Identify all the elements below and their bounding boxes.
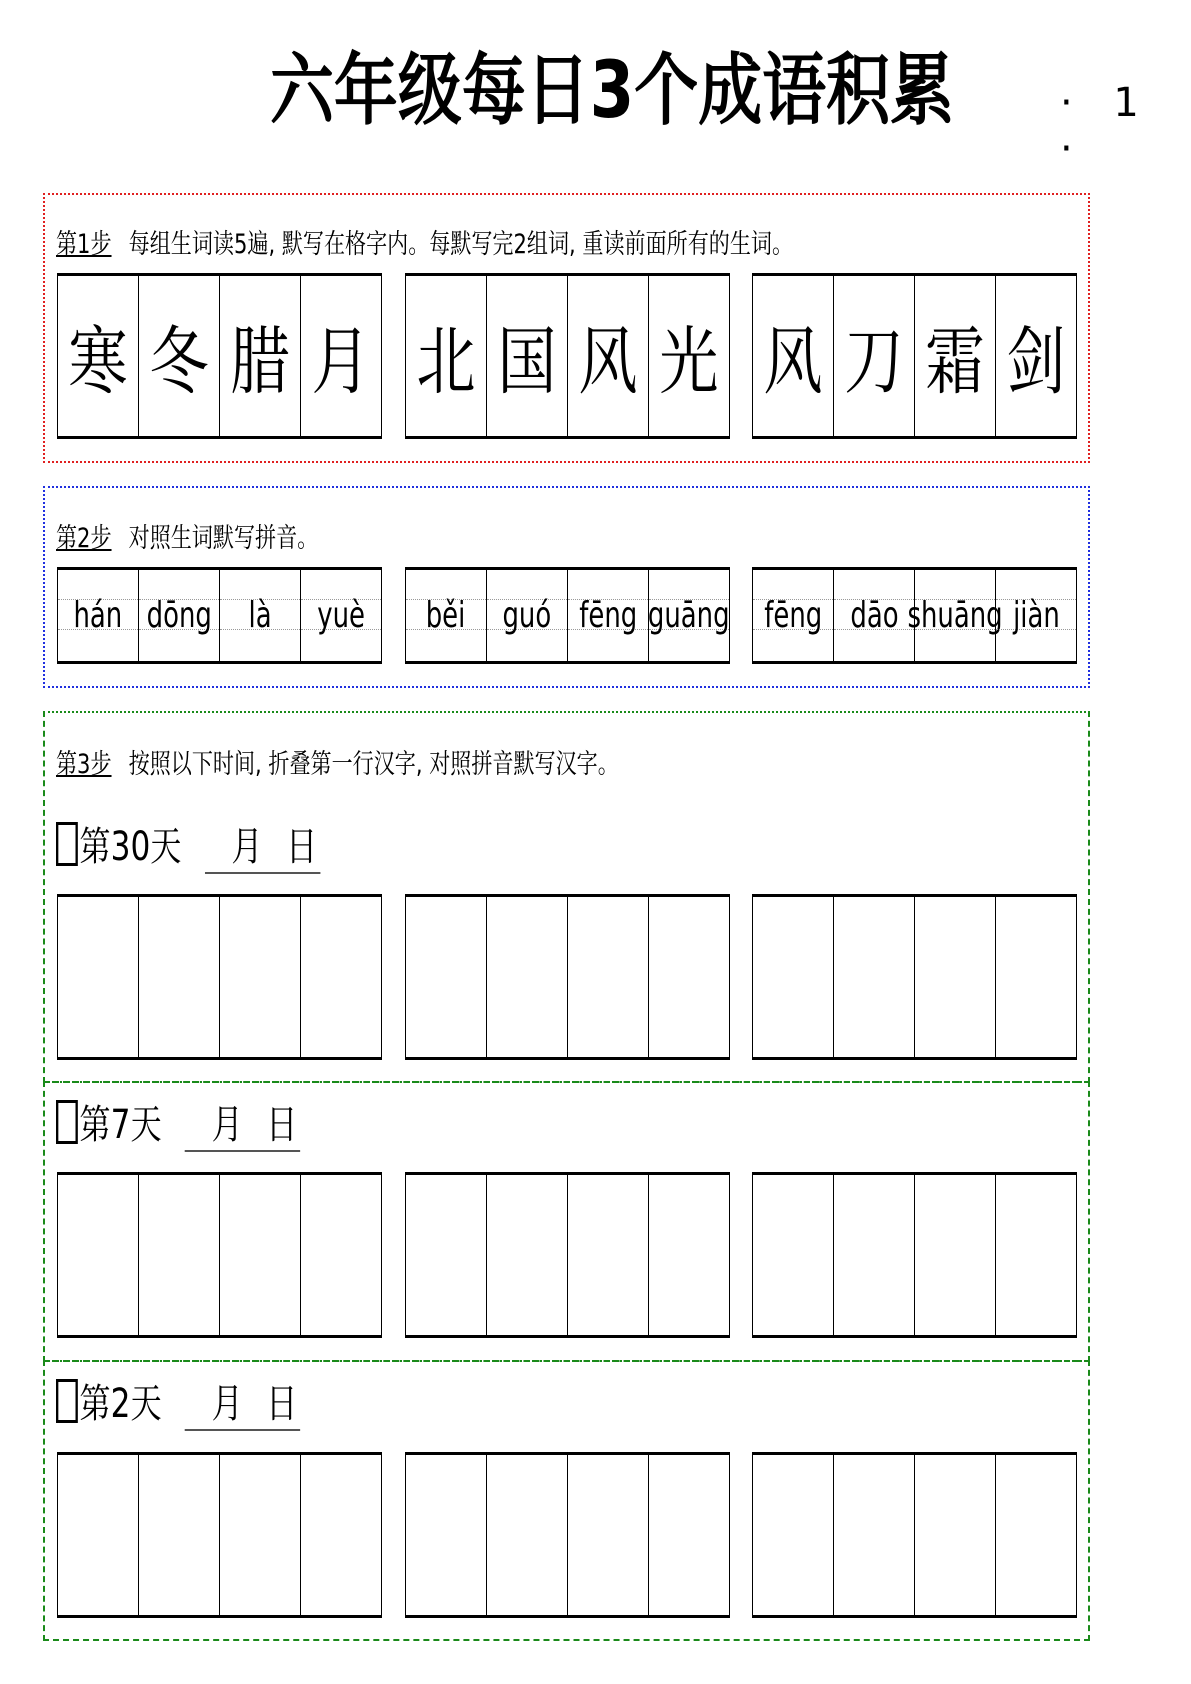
blank-cell[interactable] bbox=[649, 1175, 730, 1335]
blank-cell[interactable] bbox=[58, 1175, 139, 1335]
review-day-text: 第30天 bbox=[79, 824, 182, 870]
pinyin-cell bbox=[834, 570, 915, 661]
day-label: 日 bbox=[286, 824, 318, 870]
blank-group-2 bbox=[405, 1172, 730, 1338]
word-character: 北 bbox=[416, 319, 476, 405]
blank-cell[interactable] bbox=[301, 1175, 382, 1335]
page-number: · 1 · bbox=[1060, 80, 1153, 172]
blank-cell[interactable] bbox=[915, 897, 996, 1057]
word-pinyin: yuè bbox=[317, 595, 365, 636]
blank-group-3 bbox=[752, 1172, 1077, 1338]
word-pinyin: běi bbox=[426, 595, 466, 636]
step3-text: 按照以下时间, 折叠第一行汉字, 对照拼音默写汉字。 bbox=[128, 749, 619, 780]
pinyin-cell bbox=[568, 570, 649, 661]
date-blank[interactable] bbox=[185, 1093, 300, 1152]
month-label: 月 bbox=[231, 824, 263, 870]
word-pinyin: fēng bbox=[764, 595, 822, 636]
word-character: 月 bbox=[311, 319, 371, 405]
char-cell bbox=[753, 276, 834, 436]
word-character: 风 bbox=[763, 319, 823, 405]
date-blank[interactable] bbox=[205, 815, 320, 874]
word-character: 国 bbox=[497, 319, 557, 405]
blank-cell[interactable] bbox=[487, 1455, 568, 1615]
blank-cell[interactable] bbox=[915, 1455, 996, 1615]
blank-group-2 bbox=[405, 894, 730, 1060]
blank-cell[interactable] bbox=[406, 1175, 487, 1335]
char-cell bbox=[996, 276, 1077, 436]
char-cell bbox=[58, 276, 139, 436]
blank-group-1 bbox=[57, 1172, 382, 1338]
blank-cell[interactable] bbox=[753, 1175, 834, 1335]
blank-cell[interactable] bbox=[406, 1455, 487, 1615]
blank-cell[interactable] bbox=[220, 1175, 301, 1335]
char-cell bbox=[406, 276, 487, 436]
review-day-label bbox=[56, 815, 320, 874]
pinyin-cell bbox=[649, 570, 730, 661]
word-character: 寒 bbox=[68, 319, 128, 405]
char-cell bbox=[915, 276, 996, 436]
month-label: 月 bbox=[211, 1381, 243, 1427]
word-pinyin: hán bbox=[73, 595, 123, 636]
pinyin-cell bbox=[487, 570, 568, 661]
word-pinyin: guāng bbox=[648, 595, 730, 636]
step2-text: 对照生词默写拼音。 bbox=[128, 523, 319, 554]
word-pinyin: là bbox=[248, 595, 272, 636]
word-character: 剑 bbox=[1006, 319, 1066, 405]
blank-cell[interactable] bbox=[568, 1175, 649, 1335]
char-cell bbox=[301, 276, 382, 436]
char-group-2 bbox=[405, 273, 730, 439]
word-pinyin: dāo bbox=[849, 595, 899, 636]
pinyin-group-1 bbox=[57, 567, 382, 664]
review-day-label bbox=[56, 1093, 300, 1152]
blank-cell[interactable] bbox=[568, 1455, 649, 1615]
pinyin-cell bbox=[753, 570, 834, 661]
page-title: 六年级每日3个成语积累 bbox=[269, 46, 955, 136]
blank-cell[interactable] bbox=[487, 1175, 568, 1335]
pinyin-cell bbox=[58, 570, 139, 661]
word-character: 刀 bbox=[844, 319, 904, 405]
blank-cell[interactable] bbox=[834, 1455, 915, 1615]
word-pinyin: jiàn bbox=[1012, 595, 1060, 636]
word-character: 霜 bbox=[925, 319, 985, 405]
pinyin-group-2 bbox=[405, 567, 730, 664]
char-group-1 bbox=[57, 273, 382, 439]
date-blank[interactable] bbox=[185, 1372, 300, 1431]
blank-cell[interactable] bbox=[568, 897, 649, 1057]
pinyin-cell bbox=[907, 570, 1003, 661]
review-checkbox[interactable] bbox=[56, 822, 78, 866]
blank-cell[interactable] bbox=[996, 1175, 1077, 1335]
char-cell bbox=[649, 276, 730, 436]
blank-cell[interactable] bbox=[139, 1175, 220, 1335]
pinyin-cell bbox=[220, 570, 301, 661]
word-character: 风 bbox=[578, 319, 638, 405]
blank-cell[interactable] bbox=[58, 1455, 139, 1615]
blank-group-3 bbox=[752, 1452, 1077, 1618]
char-cell bbox=[834, 276, 915, 436]
blank-cell[interactable] bbox=[996, 1455, 1077, 1615]
blank-cell[interactable] bbox=[753, 1455, 834, 1615]
step1-instruction bbox=[56, 222, 793, 261]
char-group-3 bbox=[752, 273, 1077, 439]
month-label: 月 bbox=[211, 1102, 243, 1148]
blank-cell[interactable] bbox=[301, 897, 382, 1057]
day-label: 日 bbox=[266, 1381, 298, 1427]
char-cell bbox=[220, 276, 301, 436]
step3-label: 第3步 bbox=[56, 749, 112, 780]
step3-instruction bbox=[56, 742, 619, 781]
blank-group-1 bbox=[57, 1452, 382, 1618]
blank-cell[interactable] bbox=[834, 897, 915, 1057]
blank-cell[interactable] bbox=[753, 897, 834, 1057]
step2-label: 第2步 bbox=[56, 523, 112, 554]
blank-group-1 bbox=[57, 894, 382, 1060]
word-character: 冬 bbox=[149, 319, 209, 405]
blank-cell[interactable] bbox=[58, 897, 139, 1057]
blank-cell[interactable] bbox=[139, 1455, 220, 1615]
step1-label: 第1步 bbox=[56, 229, 112, 260]
review-day-label bbox=[56, 1372, 300, 1431]
blank-group-2 bbox=[405, 1452, 730, 1618]
word-pinyin: guó bbox=[502, 595, 552, 636]
blank-cell[interactable] bbox=[996, 897, 1077, 1057]
pinyin-cell bbox=[406, 570, 487, 661]
blank-cell[interactable] bbox=[301, 1455, 382, 1615]
blank-cell[interactable] bbox=[915, 1175, 996, 1335]
char-cell bbox=[139, 276, 220, 436]
pinyin-cell bbox=[996, 570, 1077, 661]
word-character: 腊 bbox=[230, 319, 290, 405]
blank-cell[interactable] bbox=[649, 897, 730, 1057]
word-pinyin: fēng bbox=[579, 595, 637, 636]
review-checkbox[interactable] bbox=[56, 1379, 78, 1423]
blank-cell[interactable] bbox=[220, 897, 301, 1057]
word-character: 光 bbox=[659, 319, 719, 405]
blank-cell[interactable] bbox=[649, 1455, 730, 1615]
blank-cell[interactable] bbox=[487, 897, 568, 1057]
pinyin-cell bbox=[301, 570, 382, 661]
review-day-text: 第7天 bbox=[79, 1102, 162, 1148]
char-cell bbox=[568, 276, 649, 436]
char-cell bbox=[487, 276, 568, 436]
review-day-text: 第2天 bbox=[79, 1381, 162, 1427]
step2-instruction bbox=[56, 516, 318, 555]
blank-cell[interactable] bbox=[406, 897, 487, 1057]
review-checkbox[interactable] bbox=[56, 1100, 78, 1144]
step1-text: 每组生词读5遍, 默写在格字内。每默写完2组词, 重读前面所有的生词。 bbox=[128, 229, 794, 260]
word-pinyin: dōng bbox=[146, 595, 212, 636]
pinyin-cell bbox=[139, 570, 220, 661]
word-pinyin: shuāng bbox=[907, 595, 1003, 636]
blank-cell[interactable] bbox=[834, 1175, 915, 1335]
blank-cell[interactable] bbox=[220, 1455, 301, 1615]
pinyin-group-3 bbox=[752, 567, 1077, 664]
blank-cell[interactable] bbox=[139, 897, 220, 1057]
blank-group-3 bbox=[752, 894, 1077, 1060]
day-label: 日 bbox=[266, 1102, 298, 1148]
